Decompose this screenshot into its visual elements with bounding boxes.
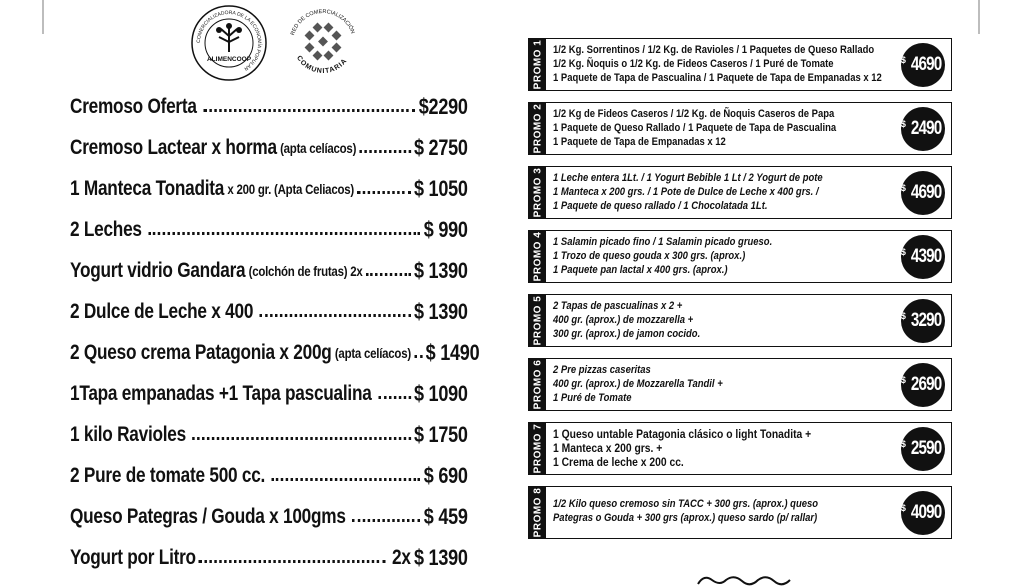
promo-line: 2 Tapas de pascualinas x 2 +: [553, 300, 683, 312]
promo-tab: [529, 39, 546, 90]
promo-price-badge: [901, 107, 945, 151]
promo-line: 1 Paquete pan lactal x 400 grs. (aprox.): [553, 264, 728, 276]
item-price: $ 1390: [413, 544, 468, 570]
currency-symbol: $: [900, 503, 906, 513]
promo-amount: 4090: [910, 502, 942, 523]
promo-line: 1/2 Kg de Fideos Caseros / 1/2 Kg. de Ñoquis Caseros de Papa: [553, 108, 835, 120]
promo-price-badge: [901, 427, 945, 471]
promo-description: [553, 43, 893, 85]
price-row: [70, 496, 468, 537]
price-row: [70, 127, 468, 168]
promo-description: [553, 363, 893, 405]
dot-leader: [148, 232, 420, 235]
promo-box: [528, 166, 952, 219]
promo-description: [553, 427, 893, 469]
price-row: [70, 373, 468, 414]
promo-tab: [529, 231, 546, 282]
promo-price-badge: [901, 235, 945, 279]
item-name: 2 Leches: [70, 217, 142, 241]
item-price: $ 690: [423, 462, 468, 488]
promo-box: [528, 38, 952, 91]
price-row: [70, 250, 468, 291]
dot-leader: [357, 191, 410, 194]
comunitaria-logo: [284, 4, 364, 84]
item-note: x 200 gr. (Apta Celiacos): [227, 180, 354, 197]
promo-box: [528, 422, 952, 475]
item-name: Yogurt vidrio Gandara: [70, 258, 246, 282]
promo-line: 1 Salamin picado fino / 1 Salamin picado grueso.: [553, 236, 773, 248]
price-row: [70, 168, 468, 209]
price-list: [70, 86, 480, 578]
currency-symbol: $: [900, 439, 906, 449]
dot-leader: [414, 355, 422, 358]
bottom-decoration: [694, 572, 794, 586]
left-edge-line: [42, 0, 44, 34]
item-note: 2x: [392, 545, 411, 569]
promo-amount: 4690: [910, 54, 942, 75]
promo-label: PROMO 6: [532, 359, 543, 410]
dot-leader: [366, 273, 411, 276]
promo-tab: [529, 103, 546, 154]
promo-line: 1 Paquete de Queso Rallado / 1 Paquete de Tapa de Pascualina: [553, 122, 837, 134]
promo-label: PROMO 2: [532, 103, 543, 154]
promo-amount: 2690: [910, 374, 942, 395]
promo-label: PROMO 8: [532, 487, 543, 538]
promo-line: 300 gr. (aprox.) de jamon cocido.: [553, 328, 701, 340]
item-note: (apta celíacos): [280, 139, 357, 156]
promo-line: 1 Manteca x 200 grs. +: [553, 441, 663, 455]
promo-amount: 2590: [910, 438, 942, 459]
promo-tab: [529, 487, 546, 538]
currency-symbol: $: [900, 55, 906, 65]
item-price: $ 1090: [413, 380, 468, 406]
svg-text:COMUNITARIA: [295, 55, 349, 75]
item-name: Queso Pategras / Gouda x 100gms: [70, 504, 346, 528]
promo-label: PROMO 1: [532, 39, 543, 90]
item-price: $ 1490: [425, 339, 480, 365]
currency-symbol: $: [900, 375, 906, 385]
promo-amount: 4690: [910, 182, 942, 203]
dot-leader: [260, 314, 411, 317]
promo-line: 1/2 Kilo queso cremoso sin TACC + 300 grs. (aprox.) queso: [553, 498, 819, 510]
promo-label: PROMO 5: [532, 295, 543, 346]
promo-line: 400 gr. (aprox.) de mozzarella +: [553, 314, 694, 326]
promo-amount: 2490: [910, 118, 942, 139]
alimencoop-ring-text: COMERCIALIZADORA DE LA ECONOMÍA POPULAR: [195, 9, 263, 72]
alimencoop-logo: [190, 4, 270, 84]
promo-tab: [529, 295, 546, 346]
price-row: [70, 209, 468, 250]
promo-line: 1 Manteca x 200 grs. / 1 Pote de Dulce de Leche x 400 grs. /: [553, 186, 819, 198]
item-note: (apta celíacos): [334, 344, 411, 361]
promo-line: 400 gr. (aprox.) de Mozzarella Tandil +: [553, 378, 723, 390]
promo-line: 1 Trozo de queso gouda x 300 grs. (aprox.): [553, 250, 746, 262]
promo-price-badge: [901, 43, 945, 87]
promo-line: 1/2 Kg. Sorrentinos / 1/2 Kg. de Ravioles / 1 Paquetes de Queso Rallado: [553, 44, 875, 56]
price-row: [70, 537, 468, 578]
currency-symbol: $: [900, 119, 906, 129]
promo-tab: [529, 359, 546, 410]
promo-label: PROMO 7: [532, 423, 543, 474]
item-name: 2 Queso crema Patagonia x 200g: [70, 340, 332, 364]
item-price: $2290: [418, 93, 468, 119]
price-row: [70, 332, 480, 373]
currency-symbol: $: [900, 183, 906, 193]
item-name: Cremoso Oferta: [70, 94, 197, 118]
promo-box: [528, 102, 952, 155]
promo-description: [553, 107, 893, 149]
promo-line: 1 Crema de leche x 200 cc.: [553, 455, 684, 469]
promo-price-badge: [901, 363, 945, 407]
promo-tab: [529, 167, 546, 218]
promo-line: Pategras o Gouda + 300 grs (aprox.) queso sardo (p/ rallar): [553, 512, 818, 524]
alimencoop-name: ALIMENCOOP: [206, 56, 252, 63]
dot-leader: [272, 478, 421, 481]
promo-label: PROMO 4: [532, 231, 543, 282]
item-price: $ 2750: [413, 134, 468, 160]
item-price: $ 1750: [413, 421, 468, 447]
price-row: [70, 455, 468, 496]
promo-description: [553, 497, 893, 525]
promo-price-badge: [901, 491, 945, 535]
logos: [188, 4, 368, 88]
promo-list: [528, 38, 952, 550]
promo-line: 1 Paquete de Tapa de Pascualina / 1 Paquete de Tapa de Empanadas x 12: [553, 72, 882, 84]
promo-line: 1/2 Kg. Ñoquis o 1/2 Kg. de Fideos Caseros / 1 Puré de Tomate: [553, 58, 834, 70]
item-price: $ 1390: [413, 257, 468, 283]
promo-description: [553, 235, 893, 277]
currency-symbol: $: [900, 247, 906, 257]
dot-leader: [193, 437, 411, 440]
item-note: (colchón de frutas) 2x: [248, 262, 363, 279]
svg-text:RED DE COMERCIALIZACIÓN: [290, 9, 355, 36]
promo-line: 2 Pre pizzas caseritas: [553, 364, 651, 376]
comunitaria-ring-text: RED DE COMERCIALIZACIÓN: [290, 8, 356, 37]
item-name: 1 kilo Ravioles: [70, 422, 186, 446]
item-name: Yogurt por Litro: [70, 545, 196, 569]
right-edge-line: [978, 0, 980, 34]
promo-price-badge: [901, 299, 945, 343]
dot-leader: [359, 150, 410, 153]
price-row: [70, 291, 468, 332]
promo-description: [553, 171, 893, 213]
item-price: $ 459: [423, 503, 468, 529]
item-name: Cremoso Lactear x horma: [70, 135, 277, 159]
dot-leader: [352, 519, 420, 522]
item-name: 1 Manteca Tonadita: [70, 176, 225, 200]
promo-line: 1 Queso untable Patagonia clásico o light Tonadita +: [553, 427, 812, 441]
promo-label: PROMO 3: [532, 167, 543, 218]
dot-leader: [203, 109, 415, 112]
dot-leader: [378, 396, 411, 399]
promo-amount: 4390: [910, 246, 942, 267]
promo-line: 1 Paquete de queso rallado / 1 Chocolatada 1Lt.: [553, 200, 768, 212]
item-name: 2 Pure de tomate 500 cc.: [70, 463, 266, 487]
dot-leader: [199, 560, 385, 563]
promo-tab: [529, 423, 546, 474]
promo-box: [528, 294, 952, 347]
item-price: $ 1390: [413, 298, 468, 324]
promo-amount: 3290: [910, 310, 942, 331]
price-row: [70, 414, 468, 455]
item-name: 2 Dulce de Leche x 400: [70, 299, 254, 323]
promo-line: 1 Paquete de Tapa de Empanadas x 12: [553, 136, 726, 148]
item-name: 1Tapa empanadas +1 Tapa pascualina: [70, 381, 372, 405]
price-row: [70, 86, 468, 127]
currency-symbol: $: [900, 311, 906, 321]
promo-description: [553, 299, 893, 341]
promo-line: 1 Leche entera 1Lt. / 1 Yogurt Bebible 1 Lt / 2 Yogurt de pote: [553, 172, 823, 184]
promo-box: [528, 230, 952, 283]
promo-box: [528, 486, 952, 539]
item-price: $ 1050: [413, 175, 468, 201]
item-price: $ 990: [423, 216, 468, 242]
comunitaria-name: COMUNITARIA: [294, 54, 349, 76]
promo-line: 1 Puré de Tomate: [553, 392, 632, 404]
promo-box: [528, 358, 952, 411]
promo-price-badge: [901, 171, 945, 215]
